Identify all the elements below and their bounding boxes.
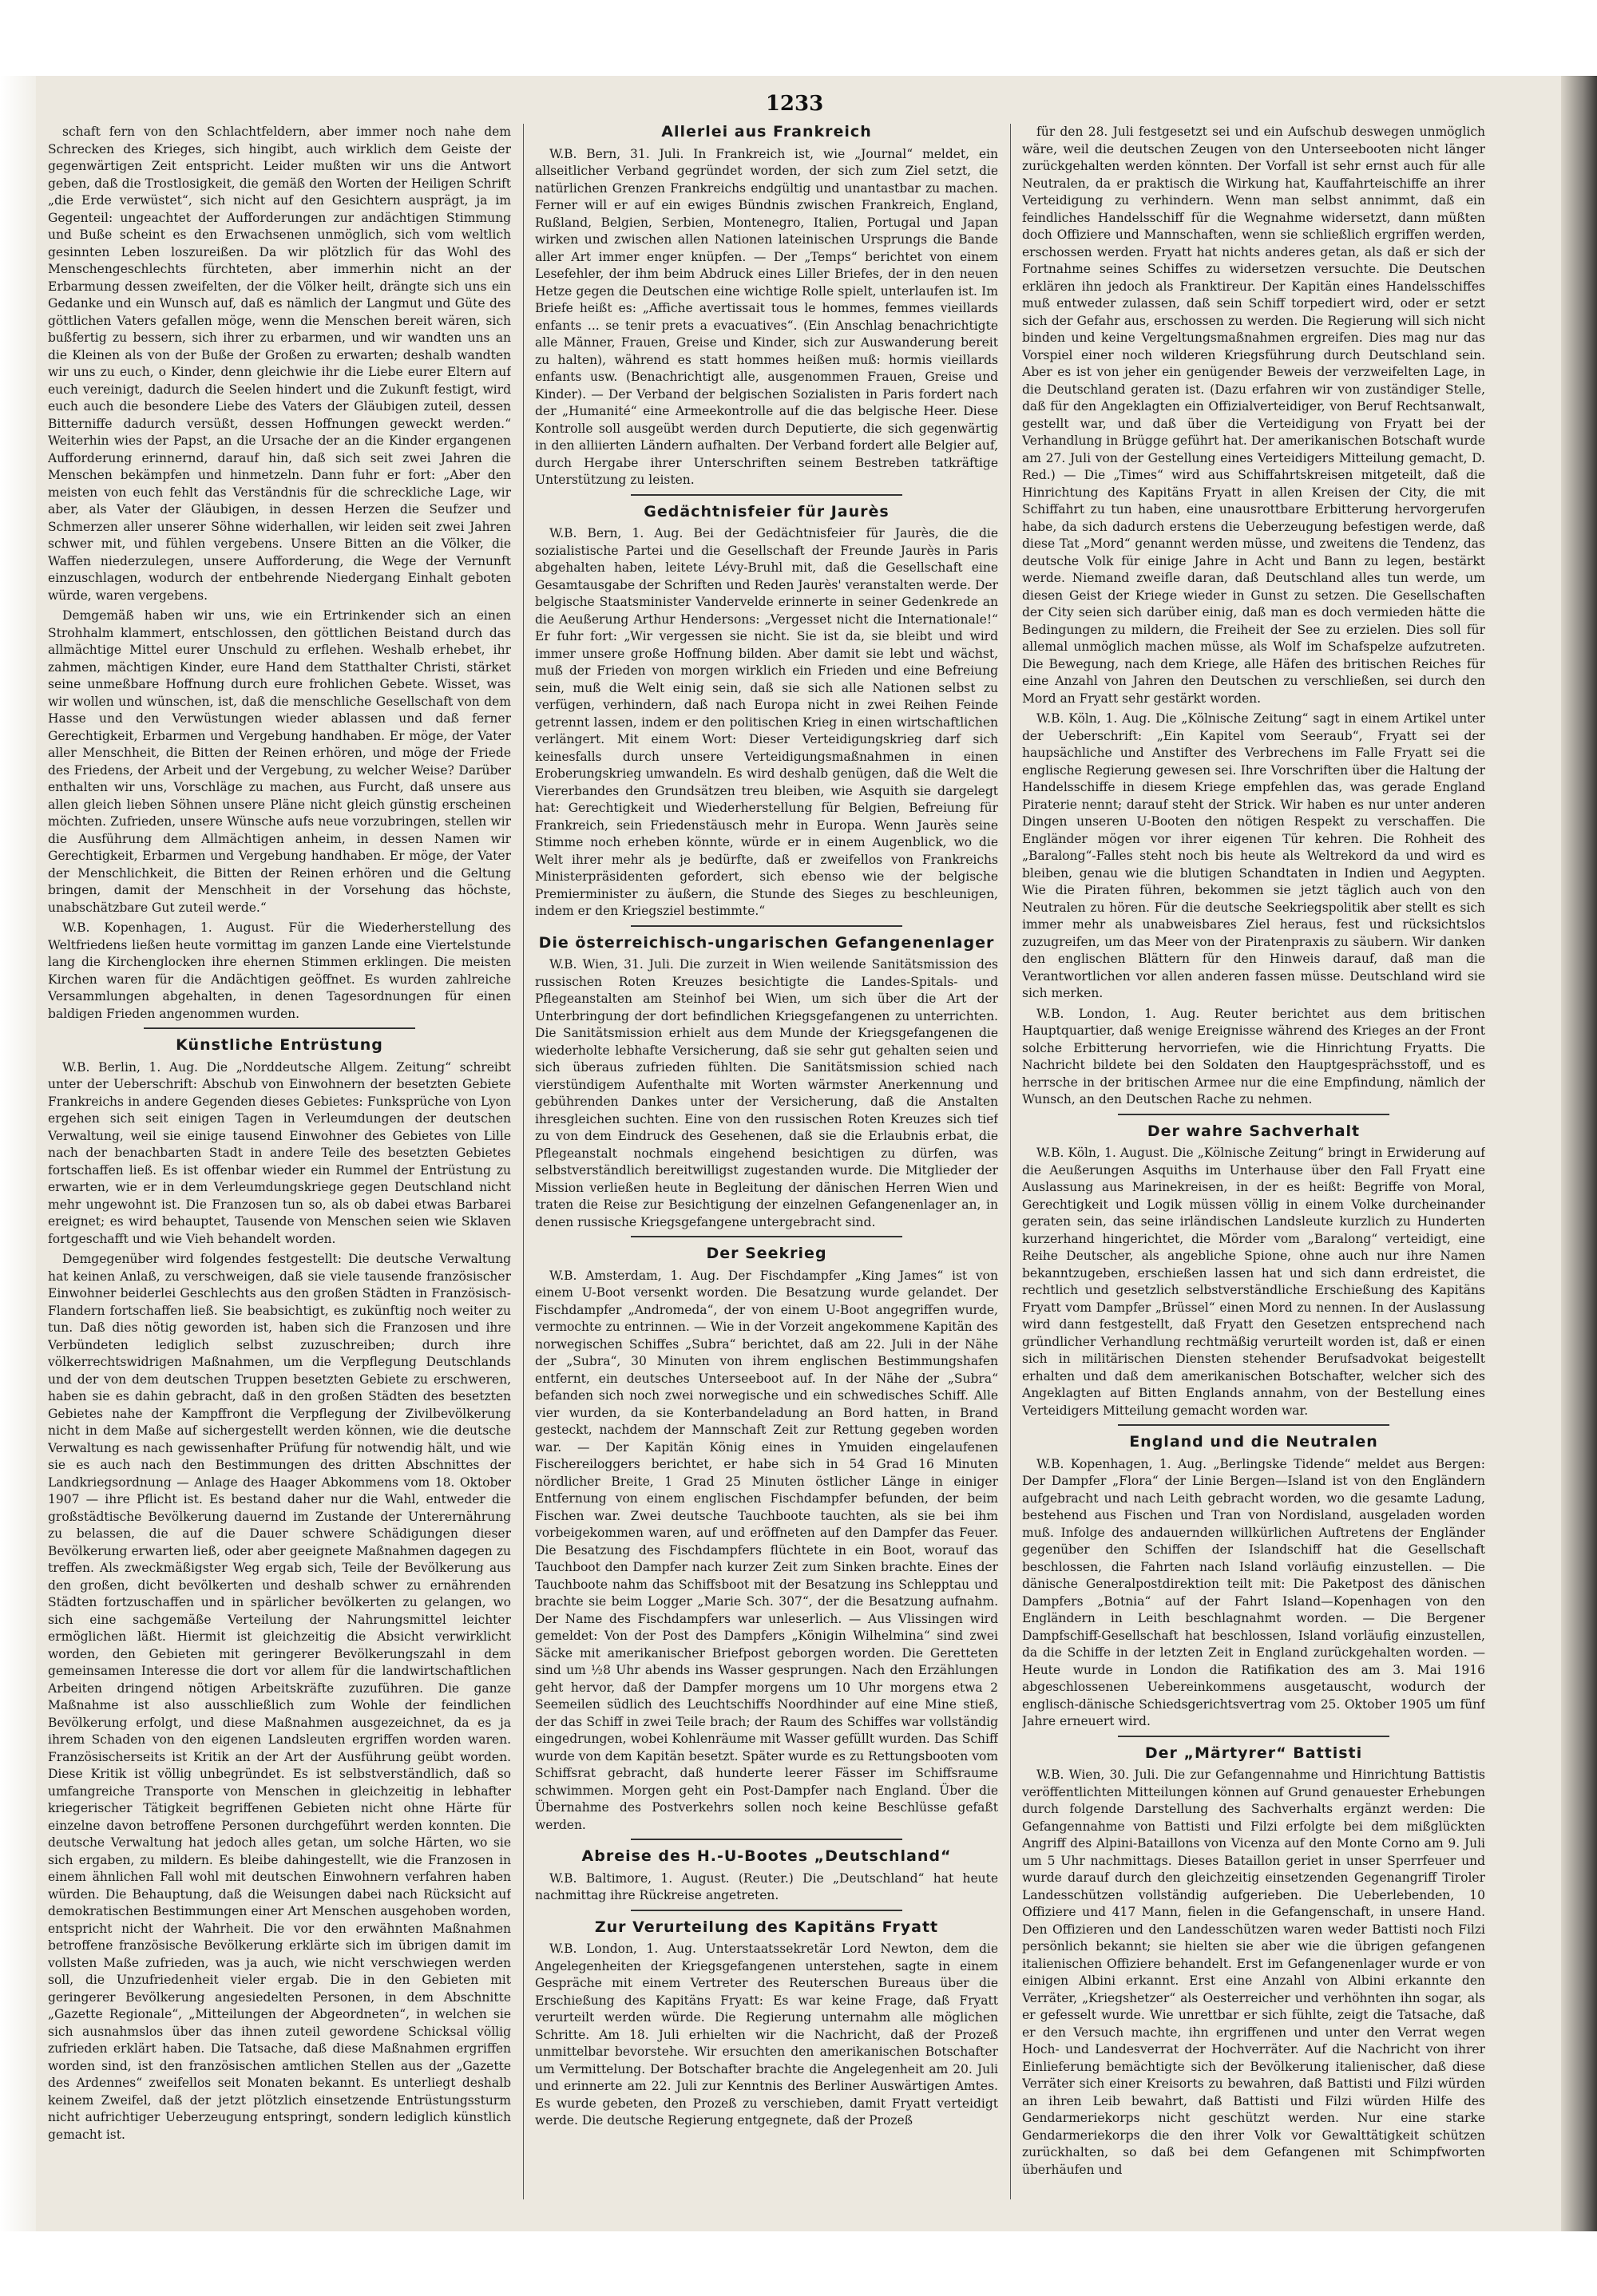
column-3: [1022, 124, 1485, 2207]
column-2: [535, 124, 998, 2207]
page-number: 1233: [765, 92, 824, 116]
article-paragraph: W.B. Berlin, 1. Aug. Die „Norddeutsche Allgem. Zeitung“ schreibt unter der Ueberschrift: Abschub von Einwohnern der besetzten Gebiete Frankreichs in andere Gegenden dieses Gebietes: Funksprüche von Lyon ergehen sich seit einigen Tagen in Verleumdungen der deutschen Verwaltung, weil sie einige tausend Einwohner des Gebietes von Lille nach der benachbarten Stadt in andere Teile des besetzten Gebietes fortschaffen ließ. Es ist offenbar wieder ein Rummel der Entrüstung zu erwarten, wie er in dem Verleumdungskriege gegen Deutschland nicht mehr ungewohnt ist. Die Franzosen tun so, als ob dabei etwas Barbarei ereignet; es wird behauptet, Tausende von Menschen seien wie Sklaven fortgeschafft und wie Vieh behandelt worden.: [48, 1059, 511, 1246]
article-paragraph: W.B. Wien, 31. Juli. Die zurzeit in Wien weilende Sanitätsmission des russischen Roten Kreuzes besichtigte die Landes-Spitals- und Pflegeanstalten am Steinhof bei Wien, um sich über die Art der Unterbringung der dort befindlichen Kriegsgefangenen zu unterrichten. Die Sanitätsmission erhielt aus dem Munde der Kriegsgefangenen die wiederholte lebhafte Versicherung, daß sie sehr gut gehalten seien und sich überaus zufrieden fühlten. Die Sanitätsmission schied nach vierstündigem Aufenthalte mit Worten wärmster Anerkennung und gebührenden Dankes unter der Versicherung, daß die Anstalten ihresgleichen suchten. Eine von den russischen Roten Kreuzes sich tief zu von dem Eindruck des Gesehenen, daß sie die Erlaubnis erbat, die Pflegeanstalt nochmals eingehend besichtigen zu dürfen, was selbstverständlich bereitwilligst zugestanden wurde. Die Mitglieder der Mission verließen heute in Begleitung der dänischen Herren Wien und traten die Reise zur Besichtigung der einzelnen Gefangenenlager an, in denen russische Kriegsgefangene untergebracht sind.: [535, 957, 998, 1229]
headline-england-neutralen: England und die Neutralen: [1129, 1433, 1378, 1451]
headline-allerlei-aus-frankreich: Allerlei aus Frankreich: [661, 124, 872, 141]
column-rule: [1010, 124, 1011, 2199]
article-paragraph: W.B. Baltimore, 1. August. (Reuter.) Die „Deutschland“ hat heute nachmittag ihre Rückreise angetreten.: [535, 1870, 998, 1902]
separator-line: [144, 1027, 415, 1029]
headline-gefangenenlager: Die österreichisch-ungarischen Gefangenenlager: [538, 933, 995, 952]
article-paragraph: W.B. Köln, 1. August. Die „Kölnische Zeitung“ bringt in Erwiderung auf die Aeußerungen Asquiths im Unterhause über den Fall Fryatt eine Auslassung aus Marinekreisen, in der es heißt: Begriffe von Moral, Gerechtigkeit und Logik müssen völlig in einem Volke durcheinander geraten sein, das seine irländischen Landsleute kurzlich zu Hunderten kurzerhand hingerichtet, die Mörder vom „Baralong“ verteidigt, eine Reihe Deutscher, als angebliche Spione, ohne auch nur ihre Namen bekanntzugeben, erschießen lassen hat und sich dann erdreistet, die rechtlich und gesetzlich selbstverständliche Erschießung des Kapitäns Fryatt vom Dampfer „Brüssel“ einen Mord zu nennen. In der Auslassung wird dann festgestellt, daß Fryatt den Gesetzen entsprechend nach gründlicher Verhandlung rechtmäßig verurteilt worden ist, daß er einen sich in militärischen Diensten stehender Berufsadvokat beigestellt erhalten und daß dem amerikanischen Botschafter, welcher sich des Angeklagten auf Bitten Englands annahm, von der Bestellung eines Verteidigers Mitteilung gemacht worden war.: [1022, 1146, 1485, 1418]
separator-line: [631, 925, 902, 927]
article-paragraph: W.B. Kopenhagen, 1. Aug. „Berlingske Tidende“ meldet aus Bergen: Der Dampfer „Flora“ der Linie Bergen—Island ist von den Engländern aufgebracht und nach Leith gebracht worden, wo die gesamte Ladung, bestehend aus Fischen und Tran von Nordisland, ausgeladen worden muß. Infolge des andauernden willkürlichen Auftretens der Engländer gegenüber den Schiffen der Islandschiff hat die Gesellschaft beschlossen, die Fahrten nach Island vorläufig einzustellen. — Die dänische Generalpostdirektion teilt mit: Die Paketpost des dänischen Dampfers „Botnia“ auf der Fahrt Island—Kopenhagen von den Engländern in Leith beschlagnahmt worden. — Die Bergener Dampfschiff-Gesellschaft hat beschlossen, Island vorläufig einzustellen, da die Schiffe in der letzten Zeit in England zurückgehalten worden. — Heute wurde in London die Ratifikation des am 3. Mai 1916 abgeschlossenen Uebereinkommens ausgetauscht, wodurch der englisch-dänische Schiedsgerichtsvertrag vom 25. Oktober 1905 um fünf Jahre erneuert wird.: [1022, 1456, 1485, 1728]
separator-line: [631, 494, 902, 496]
separator-line: [1118, 1114, 1389, 1115]
headline-verurteilung-fryatt: Zur Verurteilung des Kapitäns Fryatt: [594, 1918, 939, 1936]
scan-left-margin: [0, 76, 36, 2231]
headline-gedaechtnisfeier-jaures: Gedächtnisfeier für Jaurès: [644, 502, 890, 521]
separator-line: [1118, 1424, 1389, 1426]
article-paragraph: W.B. Köln, 1. Aug. Die „Kölnische Zeitung“ sagt in einem Artikel unter der Ueberschrift: „Ein Kapitel vom Seeraub“, Fryatt sei der haupsächliche und Anstifter des Verbrechens im Falle Fryatt sei die englische Regierung gewesen sei. Ihre Vorschriften über die Haltung der Handelsschiffe in diesem Kriege empfehlen das, was gerade England Piraterie nennt; darauf steht der Strick. Wir haben es nur unter anderen Dingen unseren U-Booten den nötigen Respekt zu verschaffen. Die Engländer mögen vor ihrer eigenen Tür kehren. Die Rohheit des „Baralong“-Falles steht noch bis heute als Weltrekord da und wird es bleiben, genau wie die blutigen Schandtaten in Indien und Aegypten. Wie die Piraten führen, bekommen sie jetzt täglich auch von den Neutralen zu hören. Für die deutsche Seekriegspolitik aber stellt es sich immer mehr als unabweisbares Ziel heraus, fest und rücksichtslos zuzugreifen, um das Meer von der Piratenpraxis zu säubern. Wir danken den englischen Blättern für den Hinweis darauf, daß man die Verantwortlichen vor allen anderen fassen müsse. Deutschland wird sie sich merken.: [1022, 711, 1485, 1000]
article-paragraph: W.B. Amsterdam, 1. Aug. Der Fischdampfer „King James“ ist von einem U-Boot versenkt worden. Die Besatzung wurde gelandet. Der Fischdampfer „Andromeda“, der von einem U-Boot angegriffen wurde, vermochte zu entrinnen. — Wie in der Vorzeit angekommene Kapitän des norwegischen Schiffes „Subra“ berichtet, daß am 22. Juli in der Nähe der „Subra“, 30 Minuten von ihrem englischen Bestimmungshafen entfernt, ein deutsches Unterseeboot auf. In der Nähe der „Subra“ befanden sich noch zwei norwegische und ein schwedisches Schiff. Alle vier wurden, da sie Konterbandeladung an Bord hatten, in Brand gesteckt, nachdem der Mannschaft Zeit zur Rettung gegeben worden war. — Der Kapitän König eines in Ymuiden eingelaufenen Fischereiloggers berichtet, er habe sich in 54 Grad 16 Minuten nördlicher Breite, 1 Grad 25 Minuten östlicher Länge in einiger Entfernung von einem englischen Fischdampfer befunden, der beim Fischen war. Zwei deutsche Tauchboote tauchten, als sie bei ihm vorbeigekommen waren, auf und eröffneten auf den Dampfer das Feuer. Die Besatzung des Fischdampfers flüchtete in ein Boot, worauf das Tauchboot den Dampfer nach kurzer Zeit zum Sinken brachte. Eines der Tauchboote nahm das Schiffsboot mit der Besatzung ins Schlepptau und brachte sie beim Logger „Marie Sch. 307“, der die Besatzung aufnahm. Der Name des Fischdampfers war unleserlich. — Aus Vlissingen wird gemeldet: Von der Post des Dampfers „Königin Wilhelmina“ sind zwei Säcke mit amerikanischer Briefpost geborgen worden. Die Geretteten sind um ½8 Uhr abends ins Wasser gesprungen. Nach den Erzählungen geht hervor, daß der Dampfer morgens um 10 Uhr morgens etwa 2 Seemeilen südlich des Leuchtschiffs Noordhinder auf eine Mine stieß, der das Schiff in zwei Teile brach; der Raum des Schiffes war vollständig eingedrungen, wobei Kohlenräume mit Wasser gefüllt wurden. Das Schiff wurde von dem Kapitän besetzt. Später wurde es zu Rettungsbooten vom Schiffsrat gebracht, daß hunderte leerer Fässer im Schiffsraume schwimmen. Morgen geht ein Post-Dampfer nach England. Über die Übernahme des Postverkehrs sollen noch keine Beschlüsse gefaßt werden.: [535, 1268, 998, 1832]
article-paragraph: W.B. London, 1. Aug. Unterstaatssekretär Lord Newton, dem die Angelegenheiten der Kriegsgefangenen unterstehen, sagte in einem Gespräche mit einem Vertreter des Reuterschen Bureaus über die Erschießung des Kapitäns Fryatt: Es war keine Frage, daß Fryatt verurteilt werden würde. Die Regierung unternahm alle möglichen Schritte. Am 18. Juli erhielten wir die Nachricht, daß der Prozeß unmittelbar bevorstehe. Wir ersuchten den amerikanischen Botschafter um Vermittelung. Der Botschafter brachte die Angelegenheit am 20. Juli und erinnerte am 22. Juli zur Kenntnis des Berliner Auswärtigen Amtes. Es wurde gebeten, den Prozeß zu verschieben, damit Fryatt verteidigt werde. Die deutsche Regierung entgegnete, daß der Prozeß: [535, 1942, 998, 2128]
article-paragraph: W.B. Wien, 30. Juli. Die zur Gefangennahme und Hinrichtung Battistis veröffentlichten Mitteilungen können auf Grund genauester Erhebungen durch folgende Darstellung des Sachverhalts ergänzt werden: Die Gefangennahme von Battisti und Filzi erfolgte bei dem mißglückten Angriff des Alpini-Bataillons von Vicenza auf den Monte Corno am 9. Juli um 5 Uhr nachmittags. Dieses Bataillon geriet in unser Sperrfeuer und wurde darauf durch den gleichzeitig einsetzenden Gegenangriff Tiroler Landesschützen vollständig aufgerieben. Die Ueberlebenden, 10 Offiziere und 417 Mann, fielen in die Gefangenschaft, in unsere Hand. Den Offizieren und den Landesschützen waren weder Battisti noch Filzi persönlich bekannt; sie hielten sie aber wie die übrigen gefangenen italienischen Offiziere behandelt. Erst im Gefangenenlager wurde er von einigen Albini erkannt. Erst eine Anzahl von Albini erkannte den Verräter, „Kriegshetzer“ als Oesterreicher und verhöhnten ihn sogar, als er gefesselt wurde. Wie unrettbar er sich fühlte, zeigt die Tatsache, daß er den Versuch machte, ihn ergriffenen und unter den Verrat wegen Hoch- und Landesverrat der Hochverräter. Auf die Nachricht von ihrer Einlieferung bemächtigte sich der Bevölkerung italienischer, daß diese Verräter sich einer Kreisorts zu bewahren, daß Battisti und Filzi würden an ihren Leib bewahrt, daß Battisti und Filzi würden Hilfe des Gendarmeriekorps nicht geschützt werden. Nur eine starke Gendarmeriekorps die den ihrer Volk vor Gewalttätigkeit schützen zurückhalten, so daß bei dem Gefangenen mit Schimpfworten überhäufen und: [1022, 1768, 1485, 2177]
newspaper-page: [36, 76, 1561, 2231]
article-paragraph: Demgegenüber wird folgendes festgestellt: Die deutsche Verwaltung hat keinen Anlaß, zu verschweigen, daß sie viele tausende französischer Einwohner beiderlei Geschlechts aus den großen Städten in Französisch-Flandern fortschaffen ließ. Sie beabsichtigt, es zukünftig noch weiter zu tun. Daß dies nötig geworden ist, haben sich die Franzosen und ihre Verbündeten lediglich selbst zuzuschreiben; durch ihre völkerrechtswidrigen Maßnahmen, um die Verpflegung Deutschlands und der von dem deutschen Truppen besetzten Gebiete zu erschweren, haben sie es dahin gebracht, daß in den großen Städten des besetzten Gebietes nahe der Kampffront die Verpflegung der Zivilbevölkerung nicht in dem Maße auf sichergestellt werden können, wie die deutsche Verwaltung es nach gewissenhafter Prüfung für notwendig hält, und wie sie es auch nach den Bestimmungen des dritten Abschnittes der Landkriegsordnung — Anlage des Haager Abkommens vom 18. Oktober 1907 — ihre Pflicht ist. Es bestand daher nur die Wahl, entweder die großstädtische Bevölkerung dauernd im Zustande der Unterernährung zu belassen, die auf die Dauer schwere Schädigungen dieser Bevölkerung erwarten ließ, oder aber geeignete Maßnahmen dagegen zu treffen. Als zweckmäßigster Weg ergab sich, Teile der Bevölkerung aus den großen, dicht bevölkerten und deshalb schwer zu ernährenden Städten fortzuschaffen und in spärlicher bevölkerten zu gelangen, wo sich eine sachgemäße Verteilung der Nahrungsmittel leichter ermöglichen läßt. Hiermit ist gleichzeitig die Absicht verwirklicht worden, den Gebieten mit geringerer Bevölkerungszahl in dem gemeinsamen Interesse die dort vor allem für die landwirtschaftlichen Arbeiten dringend nötigen Arbeitskräfte zuzuführen. Die ganze Maßnahme ist also ausschließlich zum Wohle der feindlichen Bevölkerung erfolgt, und diese Maßnahmen ausgezeichnet, da es ja ihrem Schaden von den eigenen Landsleuten ergriffen worden waren. Französischerseits ist Kritik an der Art der Ausführung geübt worden. Diese Kritik ist völlig unbegründet. Es ist selbstverständlich, daß so umfangreiche Transporte von Menschen in gleichzeitig in lebhafter kriegerischer Tätigkeit begriffenen Gebieten nicht ohne Härte für einzelne davon betroffene Personen durchgeführt werden konnten. Die deutsche Verwaltung hat jedoch alles getan, um solche Härten, wo sie sich ergaben, zu mildern. Es bleibe dahingestellt, wie die Franzosen in einem ähnlichen Fall wohl mit deutschen Einwohnern verfahren haben würden. Die Behauptung, daß die Weisungen dabei nach Rücksicht auf demokratischen Bestimmungen einer Art Menschen ausgehoben worden, entspricht nicht der Wahrheit. Die vor den erwähnten Maßnahmen betroffene französische Bevölkerung erklärte sich im übrigen damit im vollsten Maße zufrieden, was ja auch, wie nicht verschwiegen werden soll, die Unzufriedenheit vieler ergab. Die in den Gebieten mit geringerer Bevölkerung angesiedelten Personen, in dem Abschnitte „Gazette Regionale“, „Mitteilungen der Abgeordneten“, in welchen sie sich ausnahmslos über das ihnen zuteil gewordene Schicksal völlig zufrieden erklärt haben. Die Tatsache, daß diese Maßnahmen ergriffen worden sind, ist den französischen amtlichen Stellen aus der „Gazette des Ardennes“ zweifellos seit Monaten bekannt. Es unterliegt deshalb keinem Zweifel, daß der jetzt plötzlich einsetzende Entrüstungssturm nicht aufrichtiger Ueberzeugung entspringt, sondern lediglich künstlich gemacht ist.: [48, 1252, 511, 2142]
separator-line: [631, 1839, 902, 1840]
headline-kuenstliche-entruestung: Künstliche Entrüstung: [176, 1036, 383, 1054]
separator-line: [631, 1236, 902, 1237]
article-paragraph: schaft fern von den Schlachtfeldern, aber immer noch nahe dem Schrecken des Krieges, sich hingibt, auch wirklich dem Geiste der gegenwärtigen Zeit entspricht. Leider mußten wir uns die Antwort geben, daß die Trostlosigkeit, die gemäß den Worten der Heiligen Schrift „die Erde verwüstet“, sich nicht auf den Gesichtern ausprägt, ja im Gegenteil: ungeachtet der Aufforderungen zur andächtigen Stimmung und Buße scheint es den Erwachsenen unmöglich, sich vom weltlich gesinnten Leben loszureißen. Da wir plötzlich für das Wohl des Menschengeschlechts fürchteten, aber immerhin nicht an der Erbarmung dessen zweifelten, der die Völker heilt, drängte sich uns ein Gedanke und ein Wunsch auf, daß es nämlich der Langmut und Güte des göttlichen Vaters gefallen möge, wenn die Menschen bereit wären, sich bußfertig zu bessern, sich ihrer zu erbarmen, und wir wandten uns an die Kleinen als von der Buße der Großen zu erwarten; deshalb wandten wir uns zu euch, o Kinder, denn gleichwie ihr die Liebe eurer Eltern auf euch vereinigt, dadurch die Seelen hindert und die Zukunft festigt, wird euch auch die besondere Liebe des Vaters der Gläubigen zuteil, dessen Bitterniffe dadurch versüßt, dessen Hoffnungen geweckt werden.“ Weiterhin wies der Papst, an die Ursache der an die Kinder ergangenen Aufforderung erinnernd, darauf hin, daß sich seit zwei Jahren die Menschen bekämpfen und hinmetzeln. Dann fuhr er fort: „Aber den meisten von euch fehlt das Verständnis für die schreckliche Lage, wir aber, als Vater der Gläubigen, in dessen Herzen die Seufzer und Schmerzen aller unserer Söhne widerhallen, wir leiden seit zwei Jahren schwer mit, und fühlen vergebens. Unsere Bitten an die Völker, die Waffen niederzulegen, unsere Aufforderung, die Wege der Vernunft einzuschlagen, wodurch der entbehrende Niedergang Einhalt geboten würde, waren vergebens.: [48, 125, 511, 603]
article-paragraph: W.B. London, 1. Aug. Reuter berichtet aus dem britischen Hauptquartier, daß wenige Ereignisse während des Krieges an der Front solche Erbitterung hervorriefen, wie die Hinrichtung Fryatts. Die Nachricht bildete bei den Soldaten den Hauptgesprächsstoff, und es herrsche in der britischen Armee nur die eine Empfindung, nämlich der Wunsch, an den Deutschen Rache zu nehmen.: [1022, 1006, 1485, 1106]
scan-binding-edge: [1561, 76, 1597, 2231]
column-1: [48, 124, 511, 2207]
article-paragraph: W.B. Bern, 31. Juli. In Frankreich ist, wie „Journal“ meldet, ein allseitlicher Verband gegründet worden, der sich zum Ziel setzt, die natürlichen Grenzen Frankreichs endgültig und unantastbar zu machen. Ferner will er auf ein ewiges Bündnis zwischen Frankreich, England, Rußland, Belgien, Serbien, Montenegro, Italien, Portugal und Japan wirken und zwischen allen Nationen lateinischen Ursprungs die Bande aller Art immer enger knüpfen. — Der „Temps“ berichtet von einem Lesefehler, der ihm beim Abdruck eines Liller Briefes, der in den neuen Hetze gegen die Deutschen eine wichtige Rolle spielt, unterlaufen ist. Im Briefe heißt es: „Affiche avertissait tous le hommes, femmes vieillards enfants ... se tenir prets a evacuatives“. (Ein Anschlag benachrichtigte alle Männer, Frauen, Greise und Kinder, sich zur Auswanderung bereit zu halten), während es statt hommes heißen muß: hormis vieillards enfants usw. (Benachrichtigt alle, ausgenommen Frauen, Greise und Kinder). — Der Verband der belgischen Sozialisten in Paris fordert nach der „Humanité“ eine Armeekontrolle auf die das belgische Heer. Diese Kontrolle soll ausgeübt werden durch Deputierte, die sich gegenwärtig in den alliierten Ländern aufhalten. Der Verband fordert alle Belgier auf, durch Hergabe ihrer Unterschriften seinem Bestreben tatkräftige Unterstützung zu leisten.: [535, 146, 998, 487]
article-paragraph: Demgemäß haben wir uns, wie ein Ertrinkender sich an einen Strohhalm klammert, entschlossen, den göttlichen Beistand durch das allmächtige Mittel eurer Unschuld zu erflehen. Weshalb erhebet, ihr zahmen, mächtigen Kinder, eure Hand dem Statthalter Christi, stärket seine unmeßbare Hoffnung durch eure frohlichen Gebete. Wisset, was wir wollen und wünschen, ist, daß die menschliche Gesellschaft von dem Hasse und den Verwüstungen wieder ablassen und daß ferner Gerechtigkeit, Erbarmen und Vergebung handhaben. Er möge, der Vater aller Menschheit, die Bitten der Reinen erhören, und möge der Friede des Friedens, der Arbeit und der Vergebung, zu welcher Weise? Darüber enthalten wir uns, Vorschläge zu machen, aus Furcht, daß unsere aus allen gleich lieben Söhnen unsere Pläne nicht gleich günstig erscheinen möchten. Zufrieden, unsere Wünsche aufs neue vorzubringen, stellen wir die Ausführung dem Allmächtigen anheim, in dessen Namen wir Gerechtigkeit, Erbarmen und Vergebung handhaben. Er möge, der Vater der Menschlichkeit, die Bitten der Reinen erhören und die Geltung bringen, damit der Menschheit in der Vorsehung das höchste, unabschätzbare Gut zuteil werde.“: [48, 608, 511, 915]
headline-abreise-deutschland: Abreise des H.-U-Bootes „Deutschland“: [581, 1847, 952, 1865]
article-paragraph: W.B. Kopenhagen, 1. August. Für die Wiederherstellung des Weltfriedens ließen heute vormittag im ganzen Lande eine Viertelstunde lang die Kirchenglocken ihre ehernen Stimmen erklingen. Die meisten Kirchen waren für die Andächtigen geöffnet. Es wurden zahlreiche Versammlungen abgehalten, in denen Tagesordnungen für einen baldigen Frieden angenommen wurden.: [48, 920, 511, 1021]
headline-maertyrer-battisti: Der „Märtyrer“ Battisti: [1144, 1744, 1363, 1762]
headline-der-seekrieg: Der Seekrieg: [706, 1245, 827, 1262]
headline-der-wahre-sachverhalt: Der wahre Sachverhalt: [1147, 1122, 1361, 1140]
article-paragraph: für den 28. Juli festgesetzt sei und ein Aufschub deswegen unmöglich wäre, weil die deutschen Zeugen von den Unterseebooten nicht länger zurückgehalten werden könnten. Der Vorfall ist sehr ernst auch für alle Neutralen, da er praktisch die Wirkung hat, Kauffahrteischiffe an ihrer Verteidigung zu verhindern. Wenn man selbst annimmt, daß ein feindliches Handelsschiff für die Wegnahme widersetzt, dann müßten doch Offiziere und Mannschaften, wenn sie schließlich ergriffen werden, erschossen werden. Fryatt hat nichts anderes getan, als daß er sich der Fortnahme seines Schiffes zu widersetzen versuchte. Die Deutschen erklären ihn jedoch als Franktireur. Der Kapitän eines Handelsschiffes muß entweder zulassen, daß sein Schiff torpediert wird, oder er setzt sich der Gefahr aus, erschossen zu werden. Die Regierung will sich nicht binden und keine Vergeltungsmaßnahmen ergreifen. Dies mag nur das Vorspiel einer noch wilderen Kriegsführung durch Deutschland sein. Aber es ist von jeher ein genügender Beweis der verzweifelten Lage, in die Deutschland geraten ist. (Dazu erfahren wir von zuständiger Stelle, daß für den Angeklagten ein Offizialverteidiger, von Beruf Rechtsanwalt, gestellt war, und daß über die Verteidigung von Fryatt bei der Verhandlung in Brügge geführt hat. Der amerikanischen Botschaft wurde am 27. Juli von der Gestellung eines Verteidigers Mitteilung gemacht, D. Red.) — Die „Times“ wird aus Schiffahrtskreisen mitgeteilt, daß die Hinrichtung des Kapitäns Fryatt in allen Kreisen der City, die mit Schiffahrt zu tun haben, eine unausrottbare Erbitterung hervorgerufen habe, da sich dadurch erstens die Ueberzeugung befestigen werde, daß diese Tat „Mord“ genannt werden müsse, und zweitens die Tendenz, das deutsche Volk für einige Jahre in Acht und Bann zu legen, bestärkt werde. Niemand zweifle daran, daß Deutschland alles tun werde, um diesen Geist der Kriege wieder in Gunst zu setzen. Die Gesellschaften der City seien sich darüber einig, daß man es doch vermieden hätte die Bedingungen zu mildern, die Freiheit der See zu erzielen. Dies soll für allemal unmöglich machen müsse, als Wolf im Schafspelze aufzutreten. Die Bewegung, nach dem Kriege, alle Häfen des britischen Reiches für eine Anzahl von Jahren den Deutschen zu verschließen, sei durch den Mord an Fryatt sehr gestärkt worden.: [1022, 125, 1485, 706]
separator-line: [631, 1910, 902, 1911]
separator-line: [1118, 1736, 1389, 1737]
column-rule: [523, 124, 524, 2199]
article-paragraph: W.B. Bern, 1. Aug. Bei der Gedächtnisfeier für Jaurès, die die sozialistische Partei und die Gesellschaft der Freunde Jaurès in Paris abgehalten haben, leitete Lévy-Bruhl mit, daß die Gesellschaft eine Gesamtausgabe der Schriften und Reden Jaurès' veranstalten werde. Der belgische Staatsminister Vandervelde erinnerte in seiner Gedenkrede an die Aeußerung Arthur Hendersons: „Vergesset nicht die Internationale!“ Er fuhr fort: „Wir vergessen sie nicht. Sie ist da, sie bleibt und wird immer unsere große Hoffnung bilden. Aber damit sie lebt und wächst, muß der Frieden von morgen wirklich ein Frieden und eine Befreiung sein, muß die Welt einig sein, daß sie sich alle Nationen selbst zu verfügen, verhindern, daß nach Europa nicht in zwei Reihen Feinde getrennt lassen, indem er den politischen Krieg in einen wirtschaftlichen verlängert. Mit einem Wort: Dieser Verteidigungskrieg darf sich keinesfalls durch unsere Verteidigungsmaßnahmen in einen Eroberungskrieg umwandeln. Es wird deshalb genügen, daß die Welt die Viererbandes den Grundsätzen treu bleiben, wie Asquith sie dargelegt hat: Gerechtigkeit und Wiederherstellung für Belgien, Befreiung für Frankreich, sein Friedenstäusch mehr in Europa. Wenn Jaurès seine Stimme noch erheben könnte, würde er in einem Augenblick, wo die Welt ihrer mehr als je bedürfte, daß er zweifellos von Frankreichs Ministerpräsidenten gefordert, sich ebenso wie der belgische Premierminister zu äußern, die Stunde des Sieges zu beschleunigen, indem er den Kriegsziel bestimmte.“: [535, 526, 998, 918]
